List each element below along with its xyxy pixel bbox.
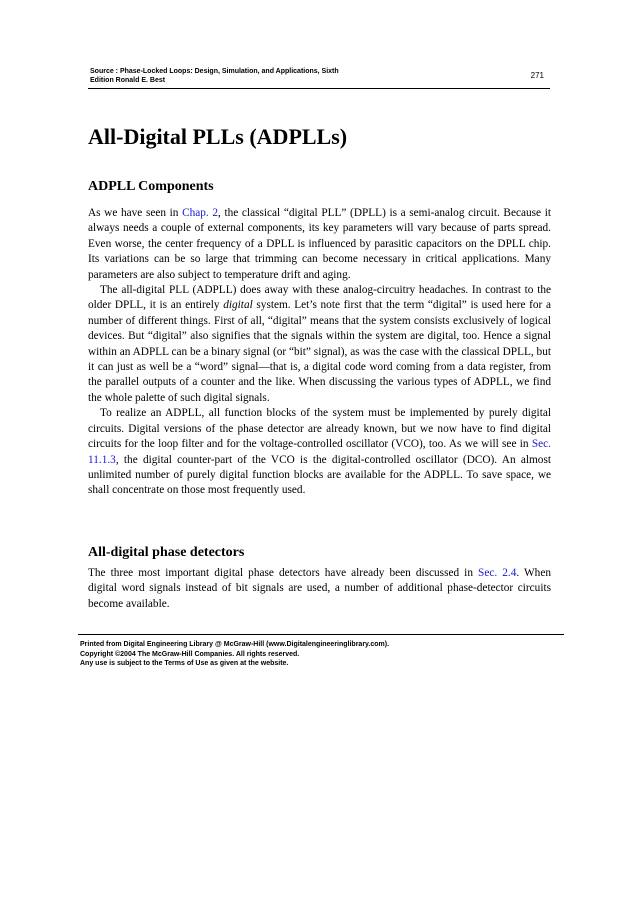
section-phase-detectors-body — [88, 566, 551, 612]
page-footer — [80, 640, 560, 669]
text-run: To realize an ADPLL, all function blocks of the system must be implemented by purely digital circuits. Digital versions of the phase detector are already known, but we now have to find digital circuits for the loop filter and for the voltage-controlled oscillator (VCO), too. As we will see in — [88, 407, 551, 451]
page-number: 271 — [530, 71, 544, 80]
emphasis-digital: digital — [223, 299, 253, 312]
footer-line-2: Copyright ©2004 The McGraw-Hill Companies. All rights reserved. — [80, 650, 300, 658]
text-run: . When digital word signals instead of bit signals are used, a number of additional phase-detector circuits become available. — [88, 567, 551, 610]
paragraph — [88, 566, 551, 612]
text-run: , the classical “digital PLL” (DPLL) is a semi-analog circuit. Because it always needs a couple of external components, its key parameters will vary because of parts spread. Even worse, the center frequency of a DPLL is influenced by parasitic capacitors on the DPLL chip. Its variations can be so large that trimming can become necessary in critical applications. Many parameters are also subject to temperature drift and aging. — [88, 207, 551, 281]
text-run: The all-digital PLL (ADPLL) does away with these analog-circuitry headaches. In contrast to the older DPLL, it is an entirely — [88, 284, 551, 312]
text-run: , the digital counter-part of the VCO is the digital-controlled oscillator (DCO). An almost unlimited number of purely digital function blocks are available for the ADPLL. To save space, we shall concentrate on those most frequently used. — [88, 453, 551, 497]
section-heading-adpll-components: ADPLL Components — [88, 179, 214, 194]
header-divider — [88, 88, 550, 89]
section-heading-phase-detectors: All-digital phase detectors — [88, 545, 245, 560]
chap-2-link[interactable]: Chap. 2 — [182, 207, 219, 219]
footer-line-1: Printed from Digital Engineering Library @ McGraw-Hill (www.Digitalengineeringlibrary.com). — [80, 641, 390, 648]
text-run: As we have seen in — [88, 207, 183, 219]
footer-line-3: Any use is subject to the Terms of Use as given at the website. — [80, 660, 289, 667]
chapter-title: All-Digital PLLs (ADPLLs) — [88, 124, 348, 149]
paragraph — [88, 406, 551, 498]
text-run: The three most important digital phase detectors have already been discussed in — [88, 567, 479, 579]
source-line-2: Edition Ronald E. Best — [90, 77, 166, 84]
section-adpll-components-body — [88, 206, 551, 499]
page-header — [90, 67, 550, 85]
sec-2-4-link[interactable]: Sec. 2.4 — [478, 567, 517, 579]
text-run: system. Let’s note first that the term “digital” is used here for a number of different things. First of all, “digital” means that the system consists exclusively of logical devices. But “digital” also signifies that the signals within the system are digital, too. Hence a signal within an ADPLL can be a binary signal (or “bit” signal), as was the case with the classical DPLL, but it can just as well be a “word” signal—that is, a digital code word coming from a data register, from the parallel outputs of a counter and the like. When discussing the various types of ADPLL, we find the whole palette of such digital signals. — [88, 299, 551, 404]
paragraph — [88, 206, 551, 283]
source-line-1: Source : Phase-Locked Loops: Design, Simulation, and Applications, Sixth — [90, 68, 339, 75]
sec-11-1-3-link[interactable]: Sec. 11.1.3 — [88, 438, 551, 466]
footer-divider — [78, 634, 564, 635]
paragraph — [88, 283, 551, 406]
